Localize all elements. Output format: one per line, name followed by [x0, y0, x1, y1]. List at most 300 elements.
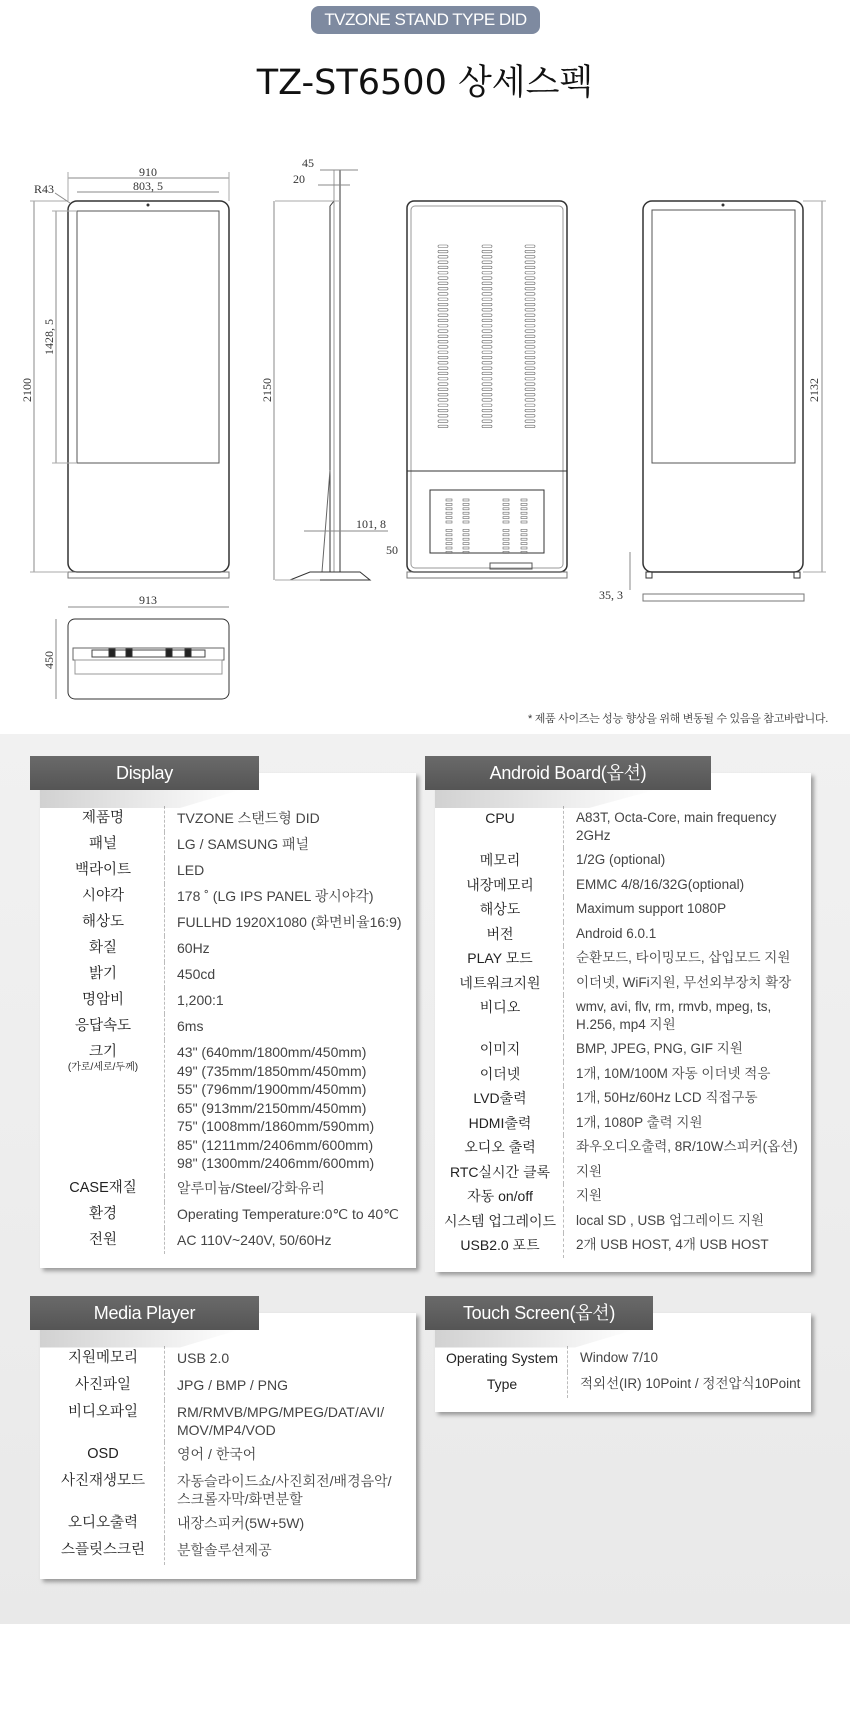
vent-slot	[525, 287, 535, 290]
vent-slot	[525, 367, 535, 370]
vent-slot	[525, 409, 535, 412]
spec-row	[441, 873, 805, 898]
vent-slot	[463, 529, 469, 531]
spec-label	[441, 922, 563, 947]
vent-slot	[482, 303, 492, 306]
display-header: Display	[30, 756, 259, 790]
vent-slot	[482, 393, 492, 396]
vent-slot	[525, 277, 535, 280]
spec-row	[46, 1469, 410, 1511]
vent-slot	[525, 309, 535, 312]
spec-value: AC 110V~240V, 50/60Hz	[164, 1228, 410, 1254]
vent-slot	[446, 529, 452, 531]
vent-slot	[446, 521, 452, 523]
spec-label-text: 사진재생모드	[60, 1472, 146, 1489]
spec-label-text: CASE재질	[69, 1179, 137, 1196]
vent-slot	[503, 517, 509, 519]
spec-label	[46, 1538, 164, 1565]
vent-slot	[438, 420, 448, 423]
spec-row	[46, 962, 410, 988]
vent-slot	[438, 272, 448, 275]
vent-slot	[446, 499, 452, 501]
vent-slot	[446, 517, 452, 519]
vent-slot	[463, 551, 469, 553]
vent-slot	[525, 362, 535, 365]
spec-row	[441, 1135, 805, 1160]
dimension-drawing	[0, 140, 850, 669]
vent-slot	[521, 499, 527, 501]
spec-label-text: 제품명	[81, 810, 125, 826]
spec-label	[46, 910, 164, 936]
spec-row	[441, 1086, 805, 1111]
spec-row	[46, 910, 410, 936]
spec-row	[46, 1014, 410, 1040]
vent-slot	[482, 425, 492, 428]
spec-label	[441, 873, 563, 898]
spec-value: 1/2G (optional)	[563, 848, 805, 873]
vent-slot	[525, 256, 535, 259]
vent-slot	[503, 499, 509, 501]
vent-slot	[482, 277, 492, 280]
spec-row	[441, 995, 805, 1037]
dim-2150: 2150	[260, 378, 274, 402]
spec-label-text: 환경	[88, 1205, 117, 1222]
spec-label	[46, 832, 164, 858]
spec-value: 알루미늄/Steel/강화유리	[164, 1176, 410, 1202]
display-spec-list	[46, 806, 410, 1254]
spec-value: 6ms	[164, 1014, 410, 1040]
vent-slot	[482, 293, 492, 296]
spec-pair-2	[0, 1296, 850, 1579]
front-view	[20, 165, 229, 578]
spec-label	[46, 884, 164, 910]
spec-row	[46, 1442, 410, 1469]
spec-label-text: 자동 on/off	[467, 1188, 533, 1204]
vent-slot	[521, 547, 527, 549]
vent-slot	[463, 538, 469, 540]
vent-slot	[525, 340, 535, 343]
page-title: TZ-ST6500 상세스펙	[256, 63, 594, 103]
spec-label-text: 비디오파일	[67, 1403, 139, 1420]
dim-101: 101, 8	[356, 517, 386, 531]
spec-label	[46, 1176, 164, 1202]
vent-slot	[503, 512, 509, 514]
spec-label-text: HDMI출력	[468, 1114, 532, 1131]
vent-slot	[482, 298, 492, 301]
spec-label-text: PLAY 모드	[467, 950, 533, 966]
vent-slot	[482, 250, 492, 253]
vent-slot	[521, 517, 527, 519]
vent-slot	[438, 335, 448, 338]
vent-slot	[503, 547, 509, 549]
spec-row	[441, 897, 805, 922]
spec-label-text: 해상도	[479, 901, 521, 917]
display-section	[30, 756, 425, 1268]
spec-label-text: CPU	[485, 810, 515, 826]
vent-slot	[463, 534, 469, 536]
spec-label	[46, 936, 164, 962]
spec-row	[441, 1037, 805, 1062]
android-section	[425, 756, 820, 1272]
spec-label	[46, 1469, 164, 1511]
vent-slot	[525, 356, 535, 359]
spec-value: LG / SAMSUNG 패널	[164, 832, 410, 858]
spec-label-text: 이미지	[479, 1041, 521, 1057]
vent-slot	[525, 378, 535, 381]
vent-slot	[525, 298, 535, 301]
spec-label	[441, 1037, 563, 1062]
spec-row	[46, 858, 410, 884]
vent-slot	[503, 534, 509, 536]
spec-value: Window 7/10	[567, 1346, 805, 1372]
vent-slot	[482, 409, 492, 412]
vent-slot	[525, 293, 535, 296]
spec-value: LED	[164, 858, 410, 884]
vent-slot	[503, 521, 509, 523]
vent-slot	[482, 335, 492, 338]
spec-row	[46, 1202, 410, 1228]
spec-row	[46, 1346, 410, 1373]
vent-slot	[521, 529, 527, 531]
spec-label-text: 비디오	[479, 999, 521, 1015]
touch-section	[425, 1296, 820, 1412]
vent-slot	[521, 551, 527, 553]
spec-row	[46, 806, 410, 832]
vent-slot	[463, 521, 469, 523]
touch-header: Touch Screen(옵션)	[425, 1296, 653, 1330]
vent-slot	[482, 272, 492, 275]
spec-label	[46, 988, 164, 1014]
spec-value: 적외선(IR) 10Point / 정전압식10Point	[567, 1372, 805, 1398]
spec-label-text: 사진파일	[74, 1376, 132, 1393]
spec-value: 순환모드, 타이밍모드, 삽입모드 지원	[563, 946, 805, 971]
vent-slot	[525, 404, 535, 407]
spec-row	[441, 1346, 805, 1372]
spec-area	[0, 734, 850, 1624]
spec-row	[46, 832, 410, 858]
vent-slot	[446, 538, 452, 540]
spec-value: 1개, 10M/100M 자동 이더넷 적응	[563, 1062, 805, 1087]
spec-value: 1개, 1080P 출력 지원	[563, 1111, 805, 1136]
vent-slot	[438, 245, 448, 248]
spec-value: 43" (640mm/1800mm/450mm) 49" (735mm/1850mm/450mm) 55" (796mm/1900mm/450mm) 65" (913mm/2150mm/450mm) 75" (1008mm/1860mm/590mm) 85" (1211mm/2406mm/600mm) 98" (1300mm/2406mm/600mm)	[164, 1040, 410, 1176]
back-view	[407, 201, 567, 578]
spec-label	[46, 1014, 164, 1040]
spec-label-text: 전원	[88, 1231, 117, 1248]
vent-slot	[521, 543, 527, 545]
dim-20: 20	[293, 172, 305, 186]
spec-label-text: 내장메모리	[466, 876, 534, 893]
vent-slot	[482, 245, 492, 248]
media-spec-list	[46, 1346, 410, 1565]
dim-1428: 1428, 5	[42, 319, 56, 355]
spec-label	[46, 1040, 164, 1176]
spec-label	[46, 962, 164, 988]
vent-slot	[482, 415, 492, 418]
vent-slot	[482, 314, 492, 317]
vent-slot	[525, 282, 535, 285]
vent-slot	[463, 517, 469, 519]
product-type-badge: TVZONE STAND TYPE DID	[311, 6, 540, 34]
spec-label	[46, 1442, 164, 1469]
spec-label	[441, 806, 563, 848]
spec-row	[441, 1111, 805, 1136]
vent-slot	[521, 503, 527, 505]
vent-slot	[463, 508, 469, 510]
spec-label-text: 시야각	[81, 888, 125, 904]
spec-value: FULLHD 1920X1080 (화면비율16:9)	[164, 910, 410, 936]
spec-row	[441, 1184, 805, 1209]
spec-label-text: 화질	[88, 940, 117, 956]
vent-slot	[482, 351, 492, 354]
dim-50: 50	[386, 543, 398, 557]
vent-slot	[438, 330, 448, 333]
vent-slot	[438, 372, 448, 375]
vent-slot	[525, 420, 535, 423]
spec-row	[441, 971, 805, 996]
vent-slot	[438, 282, 448, 285]
vent-slot	[525, 319, 535, 322]
side-view	[260, 156, 398, 580]
vent-slot	[438, 309, 448, 312]
spec-value: wmv, avi, flv, rm, rmvb, mpeg, ts, H.256, mp4 지원	[563, 995, 805, 1037]
vent-slot	[525, 266, 535, 269]
vent-slot	[446, 543, 452, 545]
vent-slot	[438, 351, 448, 354]
vent-slot	[482, 309, 492, 312]
spec-label	[441, 1209, 563, 1234]
vent-slot	[446, 503, 452, 505]
spec-row	[441, 1062, 805, 1087]
vent-slot	[521, 538, 527, 540]
display-card	[40, 773, 416, 1268]
spec-label-text: 이더넷	[479, 1065, 521, 1082]
spec-value: local SD , USB 업그레이드 지원	[563, 1209, 805, 1234]
spec-value: Operating Temperature:0℃ to 40℃	[164, 1202, 410, 1228]
spec-value: 지원	[563, 1184, 805, 1209]
spec-value: TVZONE 스탠드형 DID	[164, 806, 410, 832]
vent-slot	[438, 266, 448, 269]
spec-row	[46, 1511, 410, 1538]
vent-slot	[525, 330, 535, 333]
vent-slot	[525, 372, 535, 375]
spec-row	[46, 1400, 410, 1442]
vent-slot	[525, 314, 535, 317]
spec-value: 이더넷, WiFi지원, 무선외부장치 확장	[563, 971, 805, 996]
vent-slot	[521, 534, 527, 536]
media-section	[30, 1296, 425, 1579]
spec-label	[46, 1400, 164, 1442]
spec-row	[441, 1209, 805, 1234]
vent-slot	[438, 393, 448, 396]
vent-slot	[463, 512, 469, 514]
spec-label-text: 크기	[88, 1044, 117, 1060]
vent-slot	[438, 325, 448, 328]
vent-slot	[525, 335, 535, 338]
vent-slot	[525, 250, 535, 253]
spec-label	[46, 1202, 164, 1228]
spec-label	[441, 848, 563, 873]
vent-slot	[438, 378, 448, 381]
android-spec-list	[441, 806, 805, 1258]
vent-slot	[482, 340, 492, 343]
vent-slot	[438, 399, 448, 402]
spec-label	[441, 995, 563, 1037]
spec-row	[441, 1233, 805, 1258]
vent-slot	[463, 503, 469, 505]
vent-slot	[438, 425, 448, 428]
vent-slot	[438, 287, 448, 290]
vent-slot	[503, 508, 509, 510]
vent-slot	[463, 499, 469, 501]
spec-value: 지원	[563, 1160, 805, 1185]
spec-value: A83T, Octa-Core, main frequency 2GHz	[563, 806, 805, 848]
spec-label	[46, 1346, 164, 1373]
vent-slot	[438, 303, 448, 306]
spec-row	[441, 922, 805, 947]
vent-slot	[482, 256, 492, 259]
spec-label-text: 메모리	[479, 852, 521, 868]
vent-slot	[482, 319, 492, 322]
spec-value: 1개, 50Hz/60Hz LCD 직접구동	[563, 1086, 805, 1111]
spec-label-text: 명암비	[81, 992, 125, 1008]
android-card	[435, 773, 811, 1272]
vent-slot	[438, 356, 448, 359]
spec-sublabel: (가로/세로/두께)	[67, 1061, 139, 1073]
vent-slot	[482, 420, 492, 423]
touch-spec-list	[441, 1346, 805, 1398]
vent-slot	[482, 372, 492, 375]
vent-slot	[438, 415, 448, 418]
spec-value: 2개 USB HOST, 4개 USB HOST	[563, 1233, 805, 1258]
spec-value: 450cd	[164, 962, 410, 988]
vent-slot	[482, 378, 492, 381]
front-view-right	[599, 201, 826, 602]
vent-slot	[525, 393, 535, 396]
spec-label	[441, 1111, 563, 1136]
spec-label-text: 스플릿스크린	[60, 1541, 146, 1558]
spec-label	[46, 858, 164, 884]
dim-803: 803, 5	[133, 179, 163, 193]
vent-slot	[482, 383, 492, 386]
vent-slot	[482, 266, 492, 269]
dim-2132: 2132	[807, 378, 821, 402]
vent-slot	[446, 534, 452, 536]
vent-slot	[482, 404, 492, 407]
spec-row	[46, 936, 410, 962]
spec-label-text: 네트워크지원	[459, 974, 541, 991]
dim-35: 35, 3	[599, 588, 623, 602]
spec-pair-1	[0, 756, 850, 1272]
spec-value: EMMC 4/8/16/32G(optional)	[563, 873, 805, 898]
spec-label	[441, 1062, 563, 1087]
vent-slot	[525, 245, 535, 248]
android-header: Android Board(옵션)	[425, 756, 711, 790]
vent-slot	[521, 512, 527, 514]
vent-slot	[438, 256, 448, 259]
vent-slot	[446, 508, 452, 510]
vent-slot	[438, 319, 448, 322]
spec-label	[441, 897, 563, 922]
vent-slot	[521, 521, 527, 523]
spec-row	[441, 806, 805, 848]
spec-row	[46, 1040, 410, 1176]
spec-label	[46, 806, 164, 832]
spec-row	[441, 1160, 805, 1185]
vent-slot	[525, 415, 535, 418]
vent-slot	[438, 362, 448, 365]
spec-label	[441, 1086, 563, 1111]
vent-slot	[525, 325, 535, 328]
top-view	[42, 593, 229, 699]
spec-value: 내장스피커(5W+5W)	[164, 1511, 410, 1538]
spec-value: JPG / BMP / PNG	[164, 1373, 410, 1400]
size-note: * 제품 사이즈는 성능 향상을 위해 변동될 수 있음을 참고바랍니다.	[527, 713, 828, 725]
vent-slot	[525, 346, 535, 349]
vent-slot	[503, 529, 509, 531]
spec-row	[46, 1538, 410, 1565]
vent-slot	[525, 303, 535, 306]
spec-label	[441, 1184, 563, 1209]
spec-label-text: 패널	[88, 836, 117, 852]
spec-value: 영어 / 한국어	[164, 1442, 410, 1469]
vent-slot	[438, 409, 448, 412]
vent-slot	[503, 543, 509, 545]
spec-label-text: 응답속도	[74, 1018, 132, 1034]
spec-value: 분할솔루션제공	[164, 1538, 410, 1565]
vent-slot	[438, 367, 448, 370]
media-header: Media Player	[30, 1296, 259, 1330]
spec-label-text: Type	[486, 1375, 518, 1392]
spec-label	[441, 1233, 563, 1258]
dim-45: 45	[302, 156, 314, 170]
vent-slot	[463, 547, 469, 549]
media-card	[40, 1313, 416, 1579]
spec-row	[46, 884, 410, 910]
vent-slot	[438, 250, 448, 253]
vent-slot	[438, 383, 448, 386]
dim-2100: 2100	[20, 378, 34, 402]
dim-910: 910	[139, 165, 157, 179]
vent-slot	[438, 340, 448, 343]
vent-slot	[503, 538, 509, 540]
vent-slot	[525, 425, 535, 428]
spec-value: 60Hz	[164, 936, 410, 962]
vent-slot	[446, 512, 452, 514]
spec-row	[46, 1373, 410, 1400]
vent-slot	[521, 508, 527, 510]
vent-slot	[438, 277, 448, 280]
spec-label	[46, 1373, 164, 1400]
spec-label-text: Operating System	[445, 1349, 559, 1366]
spec-value: 좌우오디오출력, 8R/10W스피커(옵션)	[563, 1135, 805, 1160]
vent-slot	[446, 551, 452, 553]
vent-slot	[438, 388, 448, 391]
spec-label	[441, 1372, 567, 1398]
dim-r43: R43	[34, 182, 55, 196]
spec-label	[46, 1228, 164, 1254]
vent-slot	[525, 399, 535, 402]
spec-label-text: 오디오 출력	[464, 1139, 536, 1155]
spec-label-text: 해상도	[81, 914, 125, 930]
spec-label-text: 백라이트	[74, 862, 132, 878]
vent-slot	[482, 399, 492, 402]
vent-slot	[482, 287, 492, 290]
vent-slot	[438, 404, 448, 407]
spec-value: BMP, JPEG, PNG, GIF 지원	[563, 1037, 805, 1062]
vent-slot	[438, 261, 448, 264]
vent-slot	[482, 261, 492, 264]
